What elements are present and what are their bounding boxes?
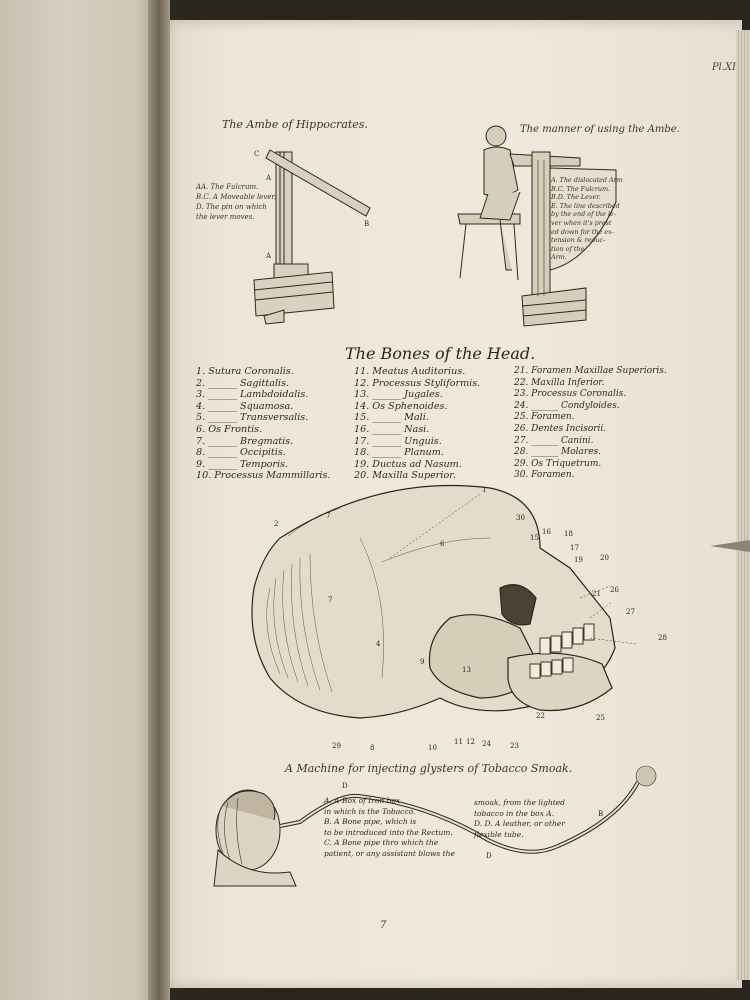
ambe-legend-line: D. The pin on which	[196, 203, 267, 211]
machine-legend-line: C. A Bone pipe thro which the	[324, 838, 439, 847]
machine-legend-left	[324, 796, 455, 859]
bones-column-2	[354, 366, 480, 482]
skull-label: 19	[574, 556, 583, 564]
bone-entry: 22. Maxilla Inferior.	[514, 377, 605, 388]
bone-entry: 16. ______ Nasi.	[354, 423, 430, 435]
bone-entry: 6. Os Frontis.	[196, 423, 263, 435]
ambe-legend-line: the lever moves.	[196, 213, 255, 221]
manner-legend-line: Arm.	[551, 253, 567, 262]
bones-column-3	[514, 366, 667, 482]
manner-title: The manner of using the Ambe.	[520, 124, 680, 135]
metal-clip	[710, 538, 750, 554]
skull-label: 30	[516, 514, 525, 522]
bone-entry: 27. ______ Canini.	[514, 435, 594, 446]
bone-entry: 10. Processus Mammillaris.	[196, 470, 331, 482]
bone-entry: 21. Foramen Maxillae Superioris.	[514, 366, 667, 376]
bone-entry: 19. Ductus ad Nasum.	[354, 458, 462, 470]
machine-legend-line: smoak, from the lighted	[474, 798, 565, 807]
manner-legend-line: E. The line described	[551, 201, 620, 210]
page-edges	[736, 30, 750, 980]
machine-legend-line: to be introduced into the Rectum.	[324, 827, 453, 837]
skull-label: 21	[592, 590, 601, 598]
bones-title: The Bones of the Head.	[345, 344, 536, 363]
bone-entry: 14. Os Sphenoides.	[354, 400, 448, 412]
manner-legend-line: tension & reduc-	[551, 236, 606, 245]
ambe-title: The Ambe of Hippocrates.	[222, 118, 368, 131]
bone-entry: 13. ______ Jugales.	[354, 389, 443, 401]
skull-label: 16	[542, 528, 551, 536]
bone-entry: 18. ______ Planum.	[354, 447, 444, 459]
bone-entry: 20. Maxilla Superior.	[354, 470, 456, 482]
bone-entry: 11. Meatus Auditorius.	[354, 366, 466, 377]
skull-label: 7	[326, 512, 331, 520]
bone-entry: 2. ______ Sagittalis.	[196, 377, 290, 389]
machine-title: A Machine for injecting glysters of Tobacco Smoak.	[285, 762, 573, 775]
skull-label: 28	[658, 634, 667, 642]
skull-label: 12	[466, 738, 475, 746]
skull-label: 29	[332, 742, 341, 750]
skull-label: 10	[428, 744, 437, 752]
bones-column-1	[196, 366, 330, 482]
bone-entry: 29. Os Triquetrum.	[514, 458, 602, 469]
bone-entry: 3. ______ Lambdoidalis.	[196, 389, 309, 401]
manner-legend-line: B.D. The Lever.	[551, 193, 601, 202]
letter-d2: D	[486, 852, 492, 860]
bone-entry: 17. ______ Unguis.	[354, 435, 442, 447]
bone-entry: 8. ______ Occipitis.	[196, 447, 286, 459]
skull-label: 8	[370, 744, 375, 752]
skull-label: 4	[376, 640, 381, 648]
ambe-legend-line: B.C. A Moveable lever.	[196, 193, 277, 201]
skull-label: 15	[530, 534, 539, 542]
skull-label: 13	[462, 666, 471, 674]
letter-c: C	[254, 150, 260, 158]
skull-label: 24	[482, 740, 491, 748]
machine-legend-line: B. A Bone pipe, which is	[324, 817, 417, 826]
book-gutter	[148, 0, 170, 1000]
bone-entry: 9. ______ Temporis.	[196, 458, 289, 470]
bone-entry: 7. ______ Bregmatis.	[196, 435, 294, 447]
bone-entry: 5. ______ Transversalis.	[196, 412, 309, 424]
manner-legend	[551, 176, 623, 262]
machine-legend-line: in which is the Tobacco.	[324, 806, 416, 816]
skull-label: 9	[420, 658, 425, 666]
letter-a: A	[266, 174, 272, 182]
bone-entry: 25. Foramen.	[514, 412, 575, 423]
bone-entry: 30. Foramen.	[514, 470, 575, 481]
bone-entry: 23. Processus Coronalis.	[514, 389, 627, 400]
bone-entry: 24. ______ Condyloides.	[514, 400, 620, 411]
page-bottom-mark: 7	[380, 920, 387, 931]
machine-legend-line: D. D. A leather, or other	[474, 819, 565, 828]
skull-label: 22	[536, 712, 545, 720]
letter-b: B	[364, 220, 370, 228]
skull-label: 26	[610, 586, 619, 594]
bone-entry: 15. ______ Mali.	[354, 412, 429, 424]
skull-label: 2	[274, 520, 279, 528]
skull-label: 20	[600, 554, 609, 562]
skull-label: 11	[454, 738, 463, 746]
letter-a2: A	[266, 252, 272, 260]
bone-entry: 4. ______ Squamosa.	[196, 400, 294, 412]
machine-legend-right	[474, 798, 565, 840]
manner-legend-line: A. The dislocated Arm	[551, 176, 623, 184]
plate-number: Pl.XI	[711, 62, 736, 73]
manner-legend-line: ed down for the ex-	[551, 227, 614, 236]
skull-label: 6	[440, 540, 445, 548]
manner-legend-line: tion of the	[551, 244, 585, 253]
skull-label: 7	[328, 596, 333, 604]
bone-entry: 26. Dentes Incisorii.	[514, 423, 607, 434]
machine-legend-line: tobacco in the box A.	[474, 808, 555, 818]
bone-entry: 28. ______ Molares.	[514, 447, 602, 458]
machine-legend-line: patient, or any assistant blows the	[324, 848, 455, 858]
manner-legend-line: by the end of the le-	[551, 210, 616, 219]
skull-label: 27	[626, 608, 635, 616]
skull-label: 25	[596, 714, 605, 722]
letter-b-machine: B	[598, 810, 604, 818]
machine-legend-line: A. A Box of Iron box	[324, 796, 401, 805]
letter-d: D	[342, 782, 348, 790]
bone-entry: 1. Sutura Coronalis.	[196, 366, 294, 377]
skull-label: 1	[482, 486, 487, 494]
skull-label: 17	[570, 544, 579, 552]
ambe-legend-line: AA. The Fulcrum.	[196, 183, 259, 191]
skull-engraving	[240, 478, 680, 758]
manner-legend-line: B.C. The Fulcrum.	[551, 184, 611, 193]
skull-label: 23	[510, 742, 519, 750]
bone-entry: 12. Processus Styliformis.	[354, 377, 481, 389]
ambe-engraving	[240, 140, 390, 330]
manner-legend-line: ver when it's prest	[551, 218, 612, 227]
machine-legend-line: flexible tube.	[474, 829, 524, 839]
skull-label: 18	[564, 530, 573, 538]
left-book-page	[0, 0, 160, 1000]
